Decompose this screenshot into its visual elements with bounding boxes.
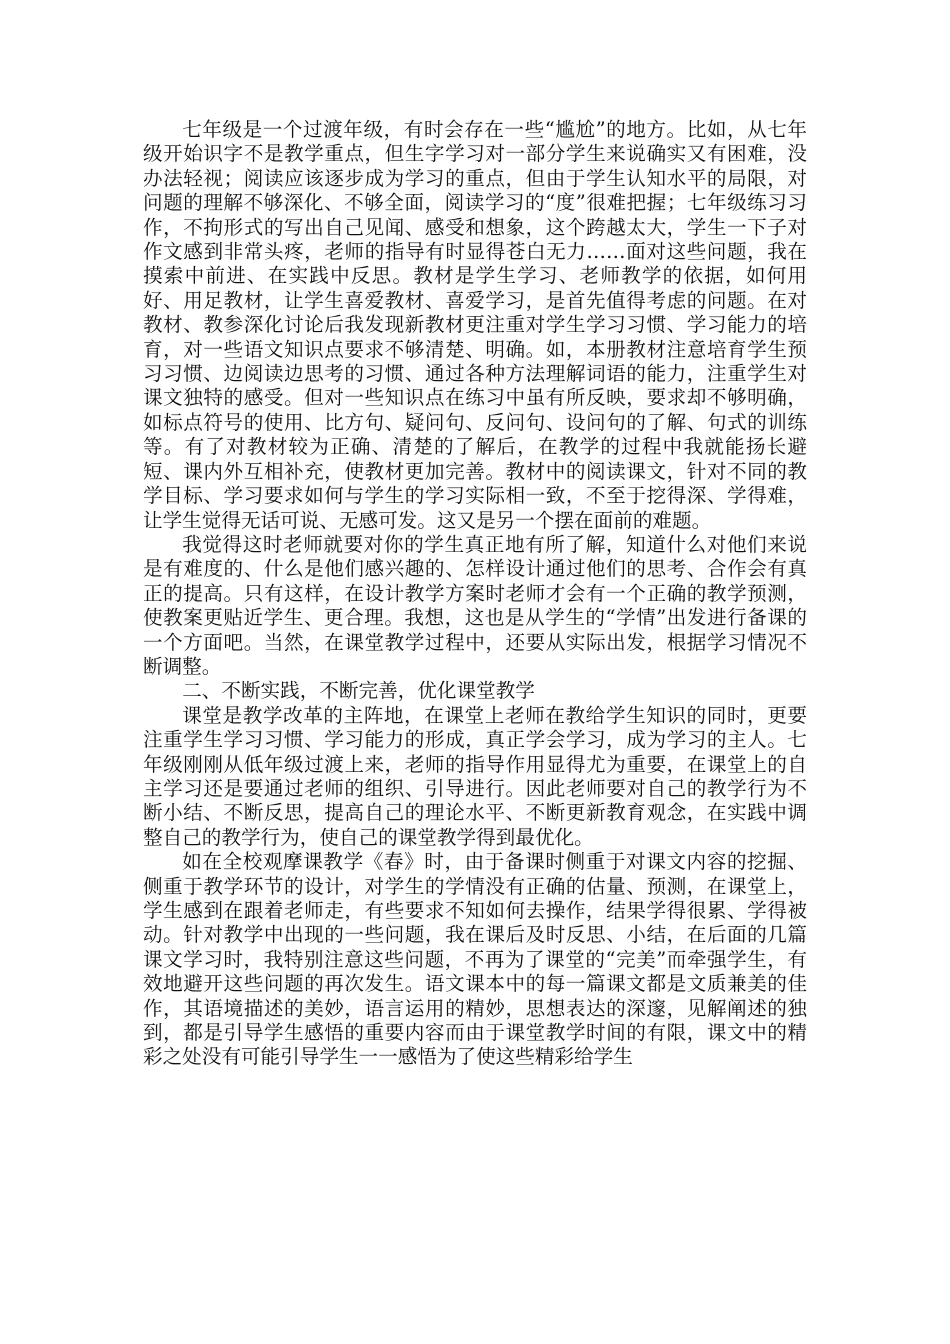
paragraph-understand-students: 我觉得这时老师就要对你的学生真正地有所了解，知道什么对他们来说是有难度的、什么是他们感兴趣的、怎样设计通过他们的思考、合作会有真正的提高。只有这样，在设计教学方案时老师才会有一个正确的教学预测，使教案更贴近学生、更合理。我想，这也是从学生的“学情”出发进行备课的一个方面吧。当然，在课堂教学过程中，还要从实际出发，根据学习情况不断调整。 xyxy=(143,532,807,678)
document-page xyxy=(143,118,807,1070)
paragraph-spring-lesson-example: 如在全校观摩课教学《春》时，由于备课时侧重于对课文内容的挖掘、侧重于教学环节的设计，对学生的学情没有正确的估量、预测，在课堂上，学生感到在跟着老师走，有些要求不知如何去操作，结果学得很累、学得被动。针对教学中出现的一些问题，我在课后及时反思、小结，在后面的几篇课文学习时，我特别注意这些问题，不再为了课堂的“完美”而牵强学生，有效地避开这些问题的再次发生。语文课本中的每一篇课文都是文质兼美的佳作，其语境描述的美妙，语言运用的精妙，思想表达的深邃，见解阐述的独到，都是引导学生感悟的重要内容而由于课堂教学时间的有限，课文中的精彩之处没有可能引导学生一一感悟为了使这些精彩给学生 xyxy=(143,850,807,1069)
paragraph-grade-seven-transition: 七年级是一个过渡年级，有时会存在一些“尴尬”的地方。比如，从七年级开始识字不是教学重点，但生字学习对一部分学生来说确实又有困难，没办法轻视；阅读应该逐步成为学习的重点，但由于学生认知水平的局限，对问题的理解不够深化、不够全面，阅读学习的“度”很难把握；七年级练习习作，不拘形式的写出自己见闻、感受和想象，这个跨越太大，学生一下子对作文感到非常头疼，老师的指导有时显得苍白无力……面对这些问题，我在摸索中前进、在实践中反思。教材是学生学习、老师教学的依据，如何用好、用足教材，让学生喜爱教材、喜爱学习，是首先值得考虑的问题。在对教材、教参深化讨论后我发现新教材更注重对学生学习习惯、学习能力的培育，对一些语文知识点要求不够清楚、明确。如，本册教材注意培育学生预习习惯、边阅读边思考的习惯、通过各种方法理解词语的能力，注重学生对课文独特的感受。但对一些知识点在练习中虽有所反映，要求却不够明确，如标点符号的使用、比方句、疑问句、反问句、设问句的了解、句式的训练等。有了对教材较为正确、清楚的了解后，在教学的过程中我就能扬长避短、课内外互相补充，使教材更加完善。教材中的阅读课文，针对不同的教学目标、学习要求如何与学生的学习实际相一致，不至于挖得深、学得难，让学生觉得无话可说、无感可发。这又是另一个摆在面前的难题。 xyxy=(143,118,807,532)
paragraph-classroom-main-position: 课堂是教学改革的主阵地，在课堂上老师在教给学生知识的同时，更要注重学生学习习惯、学习能力的形成，真正学会学习，成为学习的主人。七年级刚刚从低年级过渡上来，老师的指导作用显得尤为重要，在课堂上的自主学习还是要通过老师的组织、引导进行。因此老师要对自己的教学行为不断小结、不断反思，提高自己的理论水平、不断更新教育观念，在实践中调整自己的教学行为，使自己的课堂教学得到最优化。 xyxy=(143,703,807,849)
section-heading-optimize-classroom: 二、不断实践，不断完善，优化课堂教学 xyxy=(182,679,535,703)
